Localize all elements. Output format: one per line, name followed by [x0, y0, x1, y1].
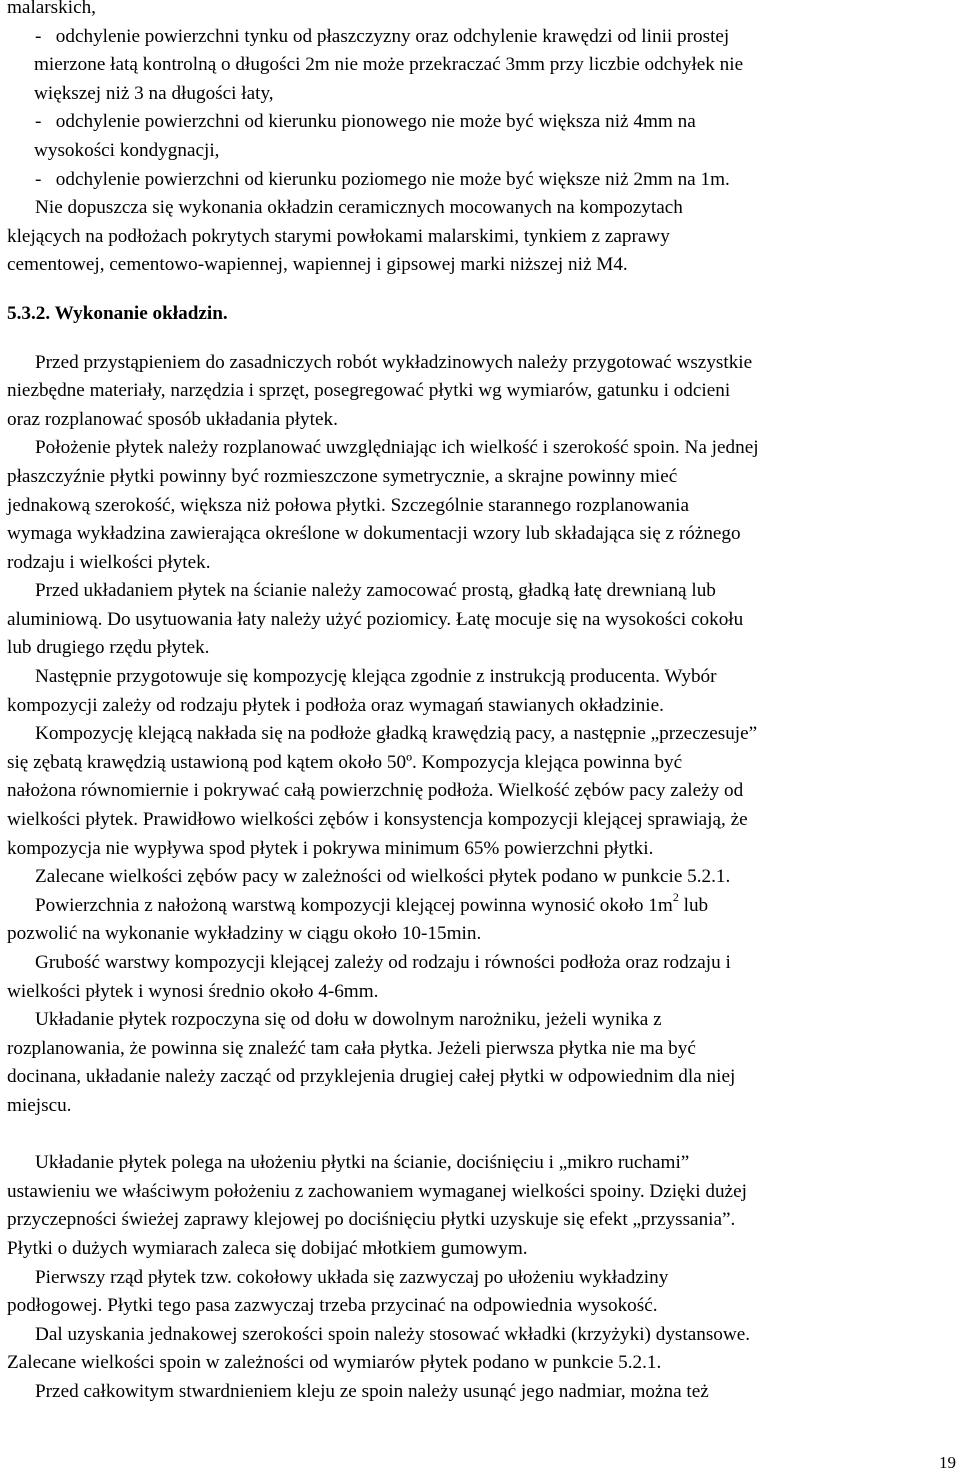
paragraph-line: niezbędne materiały, narzędzia i sprzęt, posegregować płytki wg wymiarów, gatunku i odcieni: [7, 380, 731, 402]
text-line: większej niż 3 na długości łaty,: [34, 82, 274, 104]
paragraph-line: jednakową szerokość, większa niż połowa płytki. Szczególnie starannego rozplanowania: [7, 494, 689, 516]
list-item: - odchylenie powierzchni od kierunku pionowego nie może być większa niż 4mm na: [35, 111, 696, 133]
paragraph-line: Grubość warstwy kompozycji klejącej zależy od rodzaju i równości podłoża oraz rodzaju i: [35, 952, 731, 973]
paragraph-line: cementowej, cementowo-wapiennej, wapiennej i gipsowej marki niższej niż M4.: [7, 254, 628, 276]
spacer: [7, 1121, 942, 1150]
text-line: wysokości kondygnacji,: [34, 139, 220, 161]
paragraph-line: miejscu.: [7, 1094, 72, 1116]
list-item: - odchylenie powierzchni od kierunku poziomego nie może być większe niż 2mm na 1m.: [35, 168, 730, 190]
paragraph-line: rodzaju i wielkości płytek.: [7, 551, 211, 573]
paragraph-text: lub: [678, 894, 709, 916]
paragraph-line: wielkości płytek i wynosi średnio około 4-6mm.: [7, 980, 379, 1002]
paragraph-line: podłogowej. Płytki tego pasa zazwyczaj trzeba przycinać na odpowiednia wysokość.: [7, 1295, 658, 1317]
paragraph-line: Płytki o dużych wymiarach zaleca się dobijać młotkiem gumowym.: [7, 1237, 528, 1259]
text-line: mierzone łatą kontrolną o długości 2m nie może przekraczać 3mm przy liczbie odchyłek nie: [34, 54, 744, 76]
paragraph-line: Przed przystąpieniem do zasadniczych robót wykładzinowych należy przygotować wszystkie: [35, 351, 753, 373]
text-line: malarskich,: [7, 0, 96, 18]
paragraph-line: Pierwszy rząd płytek tzw. cokołowy układa się zazwyczaj po ułożeniu wykładziny: [35, 1266, 669, 1288]
paragraph-line: Przed całkowitym stwardnieniem kleju ze spoin należy usunąć jego nadmiar, można też: [35, 1380, 709, 1402]
paragraph-line: pozwolić na wykonanie wykładziny w ciągu około 10-15min.: [7, 923, 482, 945]
paragraph-line: lub drugiego rzędu płytek.: [7, 637, 210, 659]
document-page: [7, 0, 942, 1407]
spacer: [7, 329, 942, 349]
section-heading: 5.3.2. Wykonanie okładzin.: [7, 302, 228, 324]
paragraph-line: ustawieniu we właściwym położeniu z zachowaniem wymaganej wielkości spoiny. Dzięki dużej: [7, 1180, 747, 1202]
paragraph-line: rozplanowania, że powinna się znaleźć tam cała płytka. Jeżeli pierwsza płytka nie ma być: [7, 1037, 696, 1059]
paragraph-line: Zalecane wielkości spoin w zależności od wymiarów płytek podano w punkcie 5.2.1.: [7, 1352, 662, 1374]
spacer: [7, 280, 942, 300]
paragraph-line: Położenie płytek należy rozplanować uwzględniając ich wielkość i szerokość spoin. Na jednej: [35, 437, 759, 459]
paragraph-line: aluminiową. Do usytuowania łaty należy użyć poziomicy. Łatę mocuje się na wysokości cokołu: [7, 608, 744, 630]
paragraph-line: wymaga wykładzina zawierająca określone w dokumentacji wzory lub składająca się z różnego: [7, 523, 741, 545]
page-number: 19: [939, 1453, 956, 1472]
paragraph-line: docinana, układanie należy zacząć od przyklejenia drugiej całej płytki w odpowiednim dla niej: [7, 1066, 736, 1088]
paragraph-line: Układanie płytek polega na ułożeniu płytki na ścianie, dociśnięciu i „mikro ruchami”: [35, 1152, 690, 1174]
paragraph-line: Następnie przygotowuje się kompozycję klejąca zgodnie z instrukcją producenta. Wybór: [35, 666, 717, 688]
paragraph-line: wielkości płytek. Prawidłowo wielkości zębów i konsystencja kompozycji klejącej sprawiają, że: [7, 809, 748, 831]
paragraph-line: Dal uzyskania jednakowej szerokości spoin należy stosować wkładki (krzyżyki) dystansowe.: [35, 1323, 751, 1345]
paragraph-line: Zalecane wielkości zębów pacy w zależności od wielkości płytek podano w punkcie 5.2.1.: [35, 866, 731, 888]
paragraph-line: Przed układaniem płytek na ścianie należy zamocować prostą, gładką łatę drewnianą lub: [35, 580, 716, 602]
paragraph-line: się zębatą krawędzią ustawioną pod kątem około 50º. Kompozycja klejąca powinna być: [7, 751, 683, 773]
paragraph-line: przyczepności świeżej zaprawy klejowej po dociśnięciu płytki uzyskuje się efekt „przyssania”.: [7, 1209, 736, 1231]
paragraph-line: płaszczyźnie płytki powinny być rozmieszczone symetrycznie, a skrajne powinny mieć: [7, 465, 678, 487]
paragraph-line: Nie dopuszcza się wykonania okładzin ceramicznych mocowanych na kompozytach: [35, 197, 683, 219]
paragraph-line: [7, 892, 942, 921]
paragraph-line: nałożona równomiernie i pokrywać całą powierzchnię podłoża. Wielkość zębów pacy zależy od: [7, 780, 744, 802]
paragraph-line: klejących na podłożach pokrytych starymi powłokami malarskimi, tynkiem z zaprawy: [7, 225, 670, 247]
paragraph-line: kompozycja nie wypływa spod płytek i pokrywa minimum 65% powierzchni płytki.: [7, 837, 654, 859]
superscript: 2: [672, 890, 679, 905]
paragraph-line: Kompozycję klejącą nakłada się na podłoże gładką krawędzią pacy, a następnie „przeczesuje”: [35, 723, 758, 745]
paragraph-text: Powierzchnia z nałożoną warstwą kompozycji klejącej powinna wynosić około 1m: [35, 894, 673, 916]
paragraph-line: kompozycji zależy od rodzaju płytek i podłoża oraz wymagań stawianych okładzinie.: [7, 694, 664, 716]
paragraph-line: Układanie płytek rozpoczyna się od dołu w dowolnym narożniku, jeżeli wynika z: [35, 1009, 662, 1031]
paragraph-line: oraz rozplanować sposób układania płytek.: [7, 408, 338, 430]
list-item: - odchylenie powierzchni tynku od płaszczyzny oraz odchylenie krawędzi od linii prostej: [35, 25, 730, 47]
